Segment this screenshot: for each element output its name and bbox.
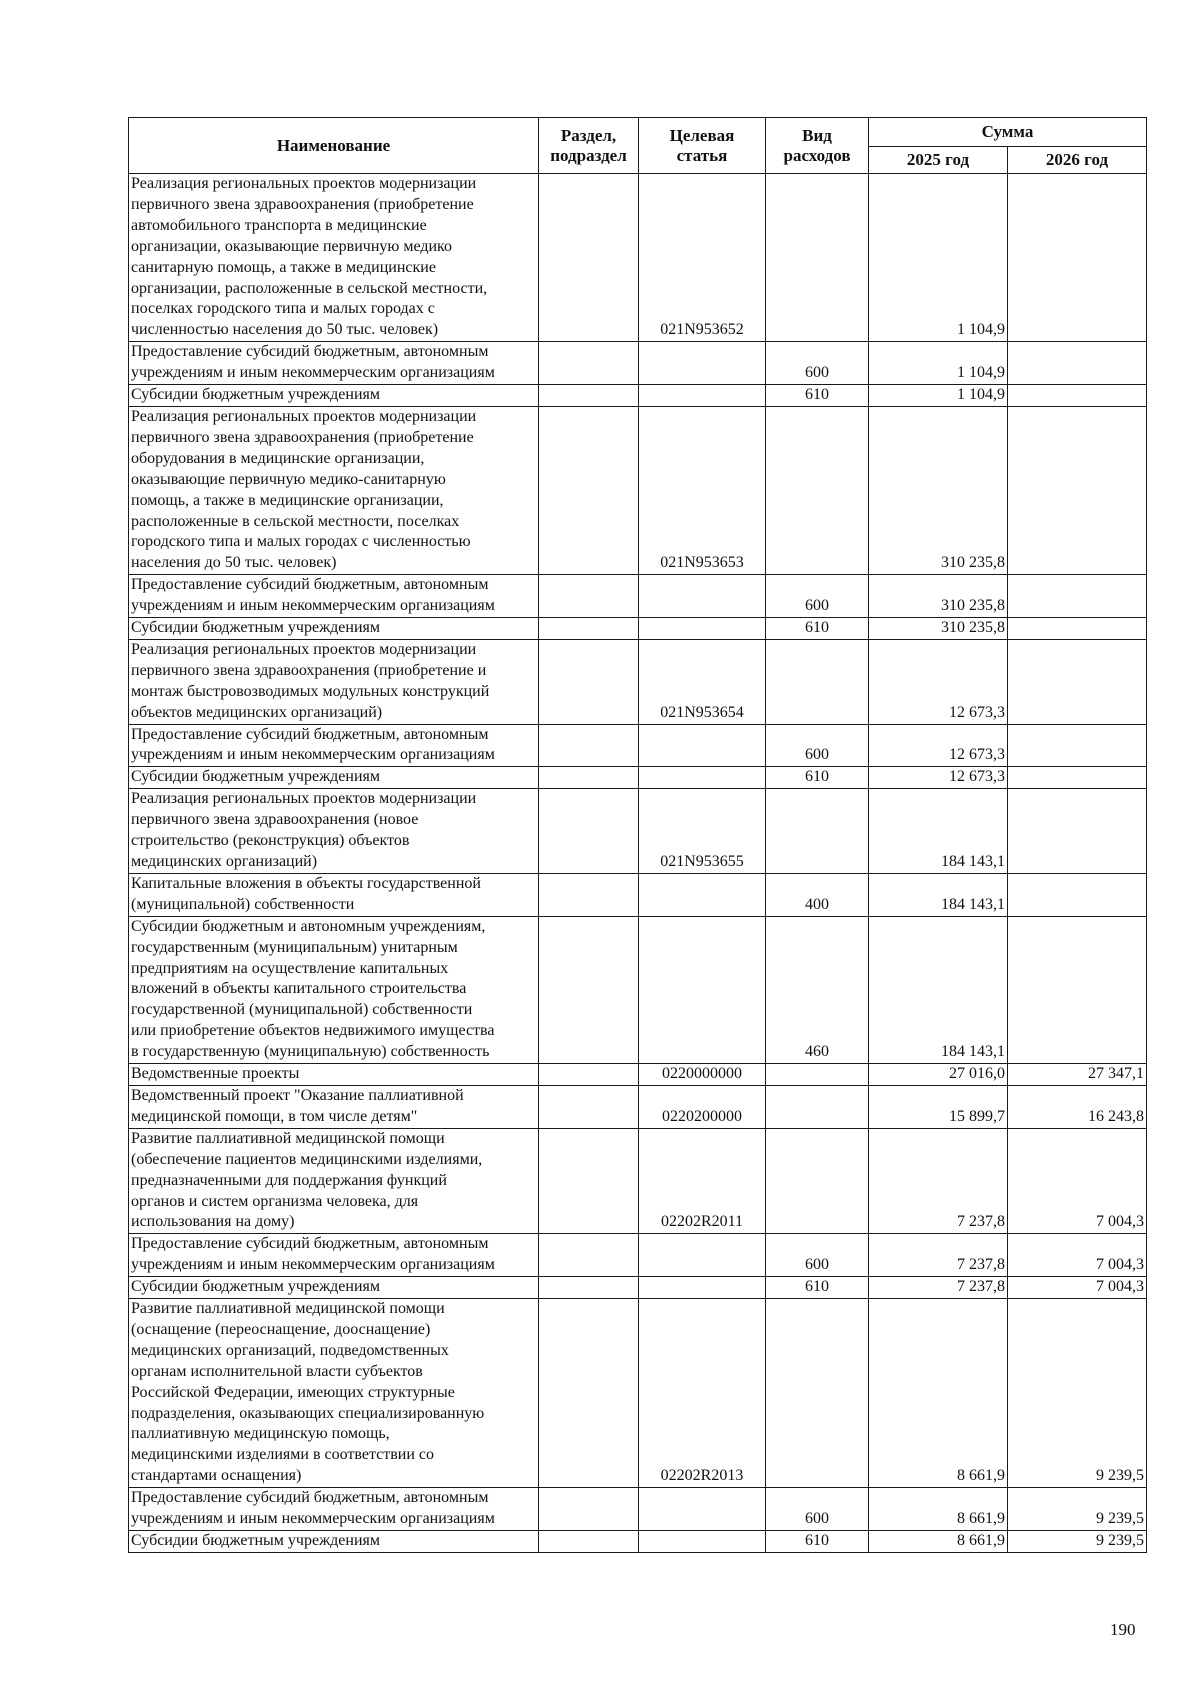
header-section-line1: Раздел, (560, 125, 617, 145)
row-section (539, 789, 639, 874)
table-row (129, 1277, 1147, 1299)
table-row (129, 724, 1147, 767)
row-name-line: учреждениям и иным некоммерческим организациям (131, 597, 495, 615)
row-expense-type (766, 1064, 869, 1086)
row-name-line: первичного звена здравоохранения (приобретение и (131, 661, 487, 679)
row-name-line: Реализация региональных проектов модернизации (131, 407, 477, 425)
row-name-line: санитарную помощь, а также в медицинские (131, 258, 436, 276)
row-section (539, 916, 639, 1063)
row-name-line: учреждениям и иным некоммерческим организациям (131, 1256, 495, 1274)
row-name-line: объектов медицинских организаций) (131, 703, 383, 721)
row-article: 0220200000 (639, 1085, 766, 1128)
row-name (129, 873, 539, 916)
row-name-line: организации, расположенные в сельской местности, (131, 279, 488, 297)
row-name (129, 342, 539, 385)
row-sum-2026 (1008, 789, 1147, 874)
row-name-line: численностью населения до 50 тыс. человек) (131, 321, 439, 339)
table-row (129, 1531, 1147, 1553)
row-sum-2026: 16 243,8 (1008, 1085, 1147, 1128)
row-section (539, 406, 639, 574)
row-sum-2026: 7 004,3 (1008, 1234, 1147, 1277)
row-name (129, 1234, 539, 1277)
row-section (539, 873, 639, 916)
row-name-line: Реализация региональных проектов модернизации (131, 175, 477, 192)
header-year-2026: 2026 год (1008, 147, 1147, 174)
row-article: 02202R2011 (639, 1128, 766, 1234)
row-name-line: организации, оказывающие первичную медико (131, 237, 453, 255)
row-name (129, 1128, 539, 1234)
row-expense-type (766, 406, 869, 574)
row-name-line: Реализация региональных проектов модернизации (131, 790, 477, 808)
row-expense-type: 610 (766, 618, 869, 640)
row-name (129, 916, 539, 1063)
row-sum-2026 (1008, 639, 1147, 724)
row-name-line: Субсидии бюджетным учреждениям (131, 1278, 380, 1296)
row-section (539, 618, 639, 640)
row-name-line: государственным (муниципальным) унитарным (131, 938, 458, 956)
table-row (129, 1488, 1147, 1531)
row-name (129, 575, 539, 618)
row-expense-type: 610 (766, 767, 869, 789)
table-row (129, 385, 1147, 407)
row-section (539, 575, 639, 618)
row-name-line: населения до 50 тыс. человек) (131, 554, 337, 572)
row-sum-2025: 184 143,1 (869, 916, 1008, 1063)
row-name-line: Субсидии бюджетным учреждениям (131, 619, 380, 637)
row-name-line: Субсидии бюджетным учреждениям (131, 386, 380, 404)
row-name (129, 385, 539, 407)
table-row (129, 342, 1147, 385)
row-sum-2026 (1008, 575, 1147, 618)
row-name-line: Предоставление субсидий бюджетным, автономным (131, 576, 489, 594)
row-article (639, 767, 766, 789)
row-name-line: учреждениям и иным некоммерческим организациям (131, 364, 495, 382)
row-name-line: учреждениям и иным некоммерческим организациям (131, 746, 495, 764)
table-row (129, 1234, 1147, 1277)
row-section (539, 1128, 639, 1234)
row-article (639, 385, 766, 407)
row-name-line: Реализация региональных проектов модернизации (131, 640, 477, 658)
row-article: 0220000000 (639, 1064, 766, 1086)
row-sum-2026: 9 239,5 (1008, 1531, 1147, 1553)
row-name-line: помощь, а также в медицинские организации, (131, 491, 444, 509)
row-name-line: первичного звена здравоохранения (приобретение (131, 195, 474, 213)
row-article (639, 1531, 766, 1553)
row-name-line: медицинской помощи, в том числе детям" (131, 1107, 418, 1125)
row-name-line: учреждениям и иным некоммерческим организациям (131, 1510, 495, 1528)
header-year-2025: 2025 год (869, 147, 1008, 174)
row-name-line: Субсидии бюджетным учреждениям (131, 1532, 380, 1549)
header-article-line2: статья (676, 145, 728, 165)
table-row (129, 1064, 1147, 1086)
table-row (129, 789, 1147, 874)
row-name-line: Ведомственный проект "Оказание паллиативной (131, 1086, 464, 1104)
row-name-line: медицинских организаций) (131, 853, 318, 870)
page-number: 190 (1110, 1620, 1136, 1639)
row-sum-2025: 184 143,1 (869, 789, 1008, 874)
row-name-line: государственной (муниципальной) собственности (131, 1001, 473, 1019)
row-name-line: стандартами оснащения) (131, 1467, 302, 1485)
row-name-line: первичного звена здравоохранения (новое (131, 811, 419, 829)
row-sum-2025: 27 016,0 (869, 1064, 1008, 1086)
row-name-line: Субсидии бюджетным учреждениям (131, 768, 380, 786)
table-body (129, 174, 1147, 1553)
row-section (539, 1299, 639, 1488)
table-row (129, 1085, 1147, 1128)
row-name-line: Ведомственные проекты (131, 1065, 300, 1083)
row-name (129, 1299, 539, 1488)
table-row (129, 406, 1147, 574)
row-name-line: Предоставление субсидий бюджетным, автономным (131, 725, 489, 743)
row-name-line: монтаж быстровозводимых модульных конструкций (131, 682, 490, 700)
row-name-line: паллиативную медицинскую помощь, (131, 1425, 390, 1443)
row-expense-type: 610 (766, 385, 869, 407)
row-name-line: Предоставление субсидий бюджетным, автономным (131, 1489, 489, 1507)
row-sum-2025: 1 104,9 (869, 385, 1008, 407)
row-sum-2025: 310 235,8 (869, 618, 1008, 640)
header-sum: Сумма (869, 118, 1147, 147)
row-sum-2026 (1008, 873, 1147, 916)
row-sum-2025: 12 673,3 (869, 724, 1008, 767)
row-sum-2026 (1008, 406, 1147, 574)
row-name (129, 1531, 539, 1553)
row-article: 02202R2013 (639, 1299, 766, 1488)
header-expense-type (766, 118, 869, 174)
row-sum-2026 (1008, 767, 1147, 789)
row-name-line: медицинскими изделиями в соответствии со (131, 1446, 435, 1464)
row-name (129, 618, 539, 640)
row-name (129, 767, 539, 789)
row-name (129, 724, 539, 767)
row-section (539, 639, 639, 724)
row-expense-type (766, 789, 869, 874)
row-name-line: Российской Федерации, имеющих структурные (131, 1383, 455, 1401)
row-name-line: оборудования в медицинские организации, (131, 449, 425, 467)
row-article (639, 873, 766, 916)
budget-table (128, 117, 1147, 1553)
row-name-line: (муниципальной) собственности (131, 895, 355, 913)
row-name (129, 789, 539, 874)
row-expense-type: 600 (766, 1488, 869, 1531)
row-expense-type: 610 (766, 1277, 869, 1299)
table-header-row (129, 118, 1147, 147)
row-name-line: расположенные в сельской местности, поселках (131, 512, 460, 530)
row-sum-2025: 7 237,8 (869, 1234, 1008, 1277)
row-sum-2025: 15 899,7 (869, 1085, 1008, 1128)
row-name-line: предприятиям на осуществление капитальных (131, 959, 449, 977)
row-name-line: органам исполнительной власти субъектов (131, 1362, 423, 1380)
row-name (129, 1488, 539, 1531)
row-name-line: использования на дому) (131, 1213, 295, 1231)
row-sum-2025: 12 673,3 (869, 639, 1008, 724)
row-article: 021N953653 (639, 406, 766, 574)
table-row (129, 639, 1147, 724)
row-sum-2025: 310 235,8 (869, 406, 1008, 574)
row-sum-2025: 7 237,8 (869, 1128, 1008, 1234)
row-sum-2026 (1008, 916, 1147, 1063)
row-section (539, 342, 639, 385)
row-expense-type: 600 (766, 342, 869, 385)
header-article-line1: Целевая (669, 125, 735, 145)
row-sum-2025: 12 673,3 (869, 767, 1008, 789)
row-article: 021N953654 (639, 639, 766, 724)
row-name-line: Субсидии бюджетным и автономным учреждениям, (131, 917, 486, 935)
header-section-line2: подраздел (550, 145, 627, 165)
row-sum-2026: 27 347,1 (1008, 1064, 1147, 1086)
row-article (639, 1234, 766, 1277)
row-sum-2026 (1008, 342, 1147, 385)
table-row (129, 1128, 1147, 1234)
row-name-line: вложений в объекты капитального строительства (131, 980, 467, 998)
row-sum-2025: 7 237,8 (869, 1277, 1008, 1299)
table-row (129, 174, 1147, 342)
row-sum-2026 (1008, 174, 1147, 342)
row-section (539, 1234, 639, 1277)
row-name-line: в государственную (муниципальную) собственность (131, 1043, 490, 1061)
row-expense-type (766, 1299, 869, 1488)
row-section (539, 767, 639, 789)
row-name-line: подразделения, оказывающих специализированную (131, 1404, 485, 1422)
row-article (639, 724, 766, 767)
row-name (129, 1085, 539, 1128)
row-expense-type (766, 174, 869, 342)
row-sum-2025: 310 235,8 (869, 575, 1008, 618)
row-section (539, 385, 639, 407)
row-section (539, 1277, 639, 1299)
header-section (539, 118, 639, 174)
row-section (539, 1064, 639, 1086)
row-expense-type (766, 1128, 869, 1234)
row-article: 021N953652 (639, 174, 766, 342)
row-name (129, 639, 539, 724)
row-article (639, 575, 766, 618)
row-name-line: (обеспечение пациентов медицинскими изделиями, (131, 1150, 483, 1168)
row-sum-2026 (1008, 385, 1147, 407)
row-name-line: строительство (реконструкция) объектов (131, 832, 410, 850)
row-section (539, 174, 639, 342)
row-sum-2025: 1 104,9 (869, 174, 1008, 342)
row-name-line: Предоставление субсидий бюджетным, автономным (131, 343, 489, 361)
row-name-line: Предоставление субсидий бюджетным, автономным (131, 1235, 489, 1253)
header-article (639, 118, 766, 174)
row-sum-2025: 8 661,9 (869, 1488, 1008, 1531)
row-article (639, 618, 766, 640)
row-name-line: Развитие паллиативной медицинской помощи (131, 1129, 445, 1147)
row-article (639, 1488, 766, 1531)
row-expense-type (766, 1085, 869, 1128)
table-row (129, 767, 1147, 789)
row-expense-type (766, 639, 869, 724)
table-row (129, 618, 1147, 640)
table-row (129, 575, 1147, 618)
row-sum-2026 (1008, 724, 1147, 767)
row-sum-2025: 184 143,1 (869, 873, 1008, 916)
row-article (639, 1277, 766, 1299)
row-name (129, 174, 539, 342)
row-sum-2025: 1 104,9 (869, 342, 1008, 385)
row-section (539, 1488, 639, 1531)
budget-sheet (128, 117, 1146, 1553)
row-section (539, 1085, 639, 1128)
row-name-line: автомобильного транспорта в медицинские (131, 216, 427, 234)
row-expense-type: 400 (766, 873, 869, 916)
row-name-line: органов и систем организма человека, для (131, 1192, 419, 1210)
header-expense-type-line1: Вид (802, 125, 832, 145)
row-name-line: оказывающие первичную медико-санитарную (131, 470, 446, 488)
row-section (539, 1531, 639, 1553)
row-sum-2026: 7 004,3 (1008, 1128, 1147, 1234)
row-expense-type: 600 (766, 575, 869, 618)
table-row (129, 1299, 1147, 1488)
row-article (639, 342, 766, 385)
row-name-line: медицинских организаций, подведомственных (131, 1341, 449, 1359)
row-article: 021N953655 (639, 789, 766, 874)
row-name-line: Капитальные вложения в объекты государственной (131, 874, 481, 892)
row-name-line: (оснащение (переоснащение, дооснащение) (131, 1320, 431, 1338)
row-name-line: первичного звена здравоохранения (приобретение (131, 428, 474, 446)
row-name-line: Развитие паллиативной медицинской помощи (131, 1300, 445, 1318)
row-section (539, 724, 639, 767)
row-sum-2026: 9 239,5 (1008, 1299, 1147, 1488)
header-expense-type-line2: расходов (783, 145, 851, 165)
row-expense-type: 460 (766, 916, 869, 1063)
row-name-line: предназначенными для поддержания функций (131, 1171, 447, 1189)
row-name-line: или приобретение объектов недвижимого имущества (131, 1022, 495, 1040)
row-sum-2025: 8 661,9 (869, 1299, 1008, 1488)
row-sum-2026 (1008, 618, 1147, 640)
row-expense-type: 600 (766, 724, 869, 767)
table-row (129, 873, 1147, 916)
row-name (129, 406, 539, 574)
row-sum-2025: 8 661,9 (869, 1531, 1008, 1553)
header-name: Наименование (129, 118, 539, 174)
row-name (129, 1064, 539, 1086)
row-article (639, 916, 766, 1063)
row-expense-type: 600 (766, 1234, 869, 1277)
row-name-line: поселках городского типа и малых городах с (131, 300, 435, 318)
row-name (129, 1277, 539, 1299)
row-expense-type: 610 (766, 1531, 869, 1553)
row-sum-2026: 9 239,5 (1008, 1488, 1147, 1531)
row-name-line: городского типа и малых городах с численностью (131, 533, 471, 551)
row-sum-2026: 7 004,3 (1008, 1277, 1147, 1299)
table-row (129, 916, 1147, 1063)
